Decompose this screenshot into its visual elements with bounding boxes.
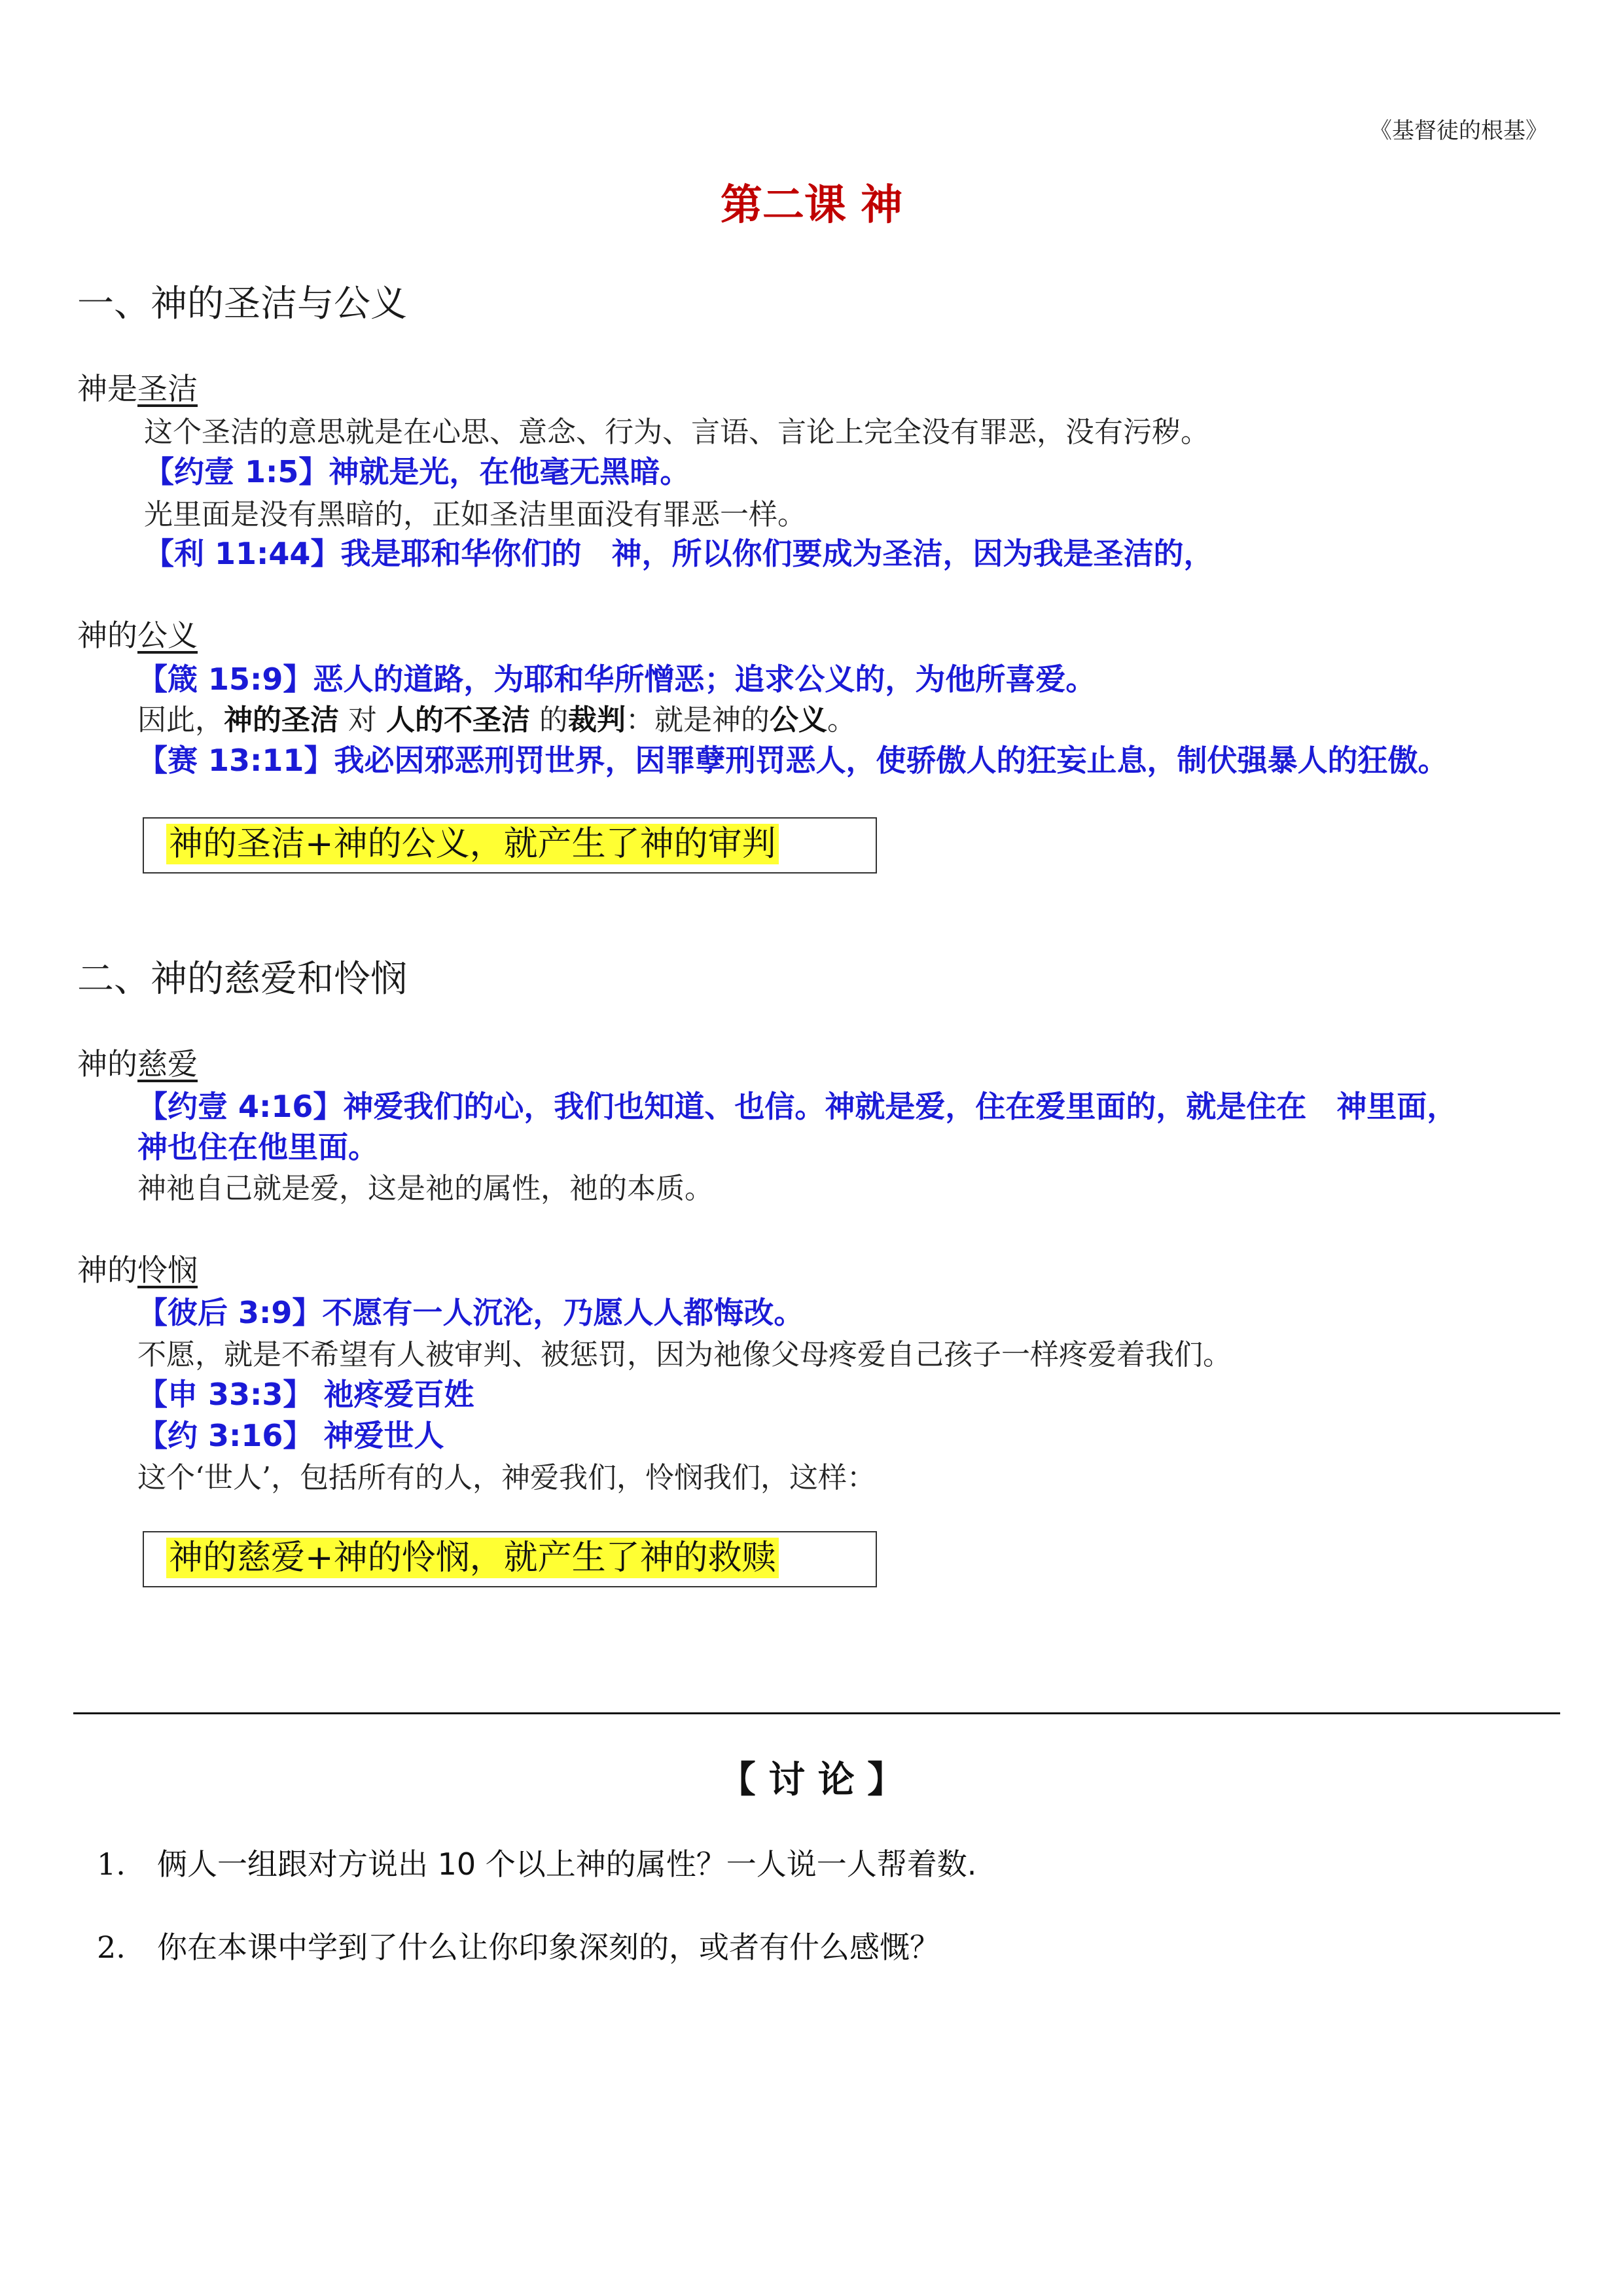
verse-john-3-16: 【约 3:16】 神爱世人 bbox=[137, 1418, 444, 1453]
subheading-justice bbox=[77, 612, 198, 655]
discussion-item-number: 1. bbox=[97, 1846, 126, 1882]
subheading-prefix: 神是 bbox=[77, 371, 137, 406]
text-segment-bold: 神的圣洁 bbox=[224, 703, 339, 737]
subheading-love bbox=[77, 1040, 198, 1084]
verse-1john-4-16-line1: 【约壹 4:16】神爱我们的心，我们也知道、也信。神就是爱，住在爱里面的，就是住在 神里面， bbox=[137, 1089, 1457, 1124]
discussion-item bbox=[97, 1924, 940, 1967]
text-segment: 对 bbox=[339, 703, 386, 737]
text-segment-bold: 公义 bbox=[769, 703, 827, 737]
text-segment: 的 bbox=[529, 703, 568, 737]
section-heading-holiness-justice: 一、神的圣洁与公义 bbox=[77, 283, 407, 325]
summary-text: 神的圣洁+神的公义，就产生了神的审判 bbox=[166, 824, 779, 864]
discussion-item-number: 2. bbox=[97, 1930, 126, 1965]
text-segment: 。 bbox=[827, 703, 856, 737]
discussion-item-text: 俩人一组跟对方说出 10 个以上神的属性？一人说一人帮着数. bbox=[157, 1846, 977, 1882]
world-explanation: 这个‘世人’，包括所有的人，神爱我们，怜悯我们，这样： bbox=[137, 1461, 876, 1494]
summary-text: 神的慈爱+神的怜悯，就产生了神的救赎 bbox=[166, 1538, 779, 1578]
subheading-term: 慈爱 bbox=[137, 1046, 198, 1082]
subheading-term: 圣洁 bbox=[137, 371, 198, 406]
verse-lev-11-44: 【利 11:44】我是耶和华你们的 神，所以你们要成为圣洁，因为我是圣洁的， bbox=[144, 536, 1214, 571]
subheading-prefix: 神的 bbox=[77, 1252, 137, 1288]
divider-line bbox=[73, 1712, 1560, 1714]
subheading-term: 怜悯 bbox=[137, 1252, 198, 1288]
holy-description: 这个圣洁的意思就是在心思、意念、行为、言语、言论上完全没有罪恶，没有污秽。 bbox=[144, 415, 1209, 449]
verse-1john-4-16-line2: 神也住在他里面。 bbox=[137, 1129, 378, 1165]
section-heading-love-mercy: 二、神的慈爱和怜悯 bbox=[77, 958, 407, 1000]
mercy-explanation: 不愿，就是不希望有人被审判、被惩罚，因为祂像父母疼爱自己孩子一样疼爱着我们。 bbox=[137, 1338, 1232, 1371]
subheading-prefix: 神的 bbox=[77, 618, 137, 653]
verse-prov-15-9: 【箴 15:9】恶人的道路，为耶和华所憎恶；追求公义的，为他所喜爱。 bbox=[137, 662, 1096, 697]
text-segment: ：就是神的 bbox=[625, 703, 770, 737]
book-title: 《基督徒的根基》 bbox=[1370, 118, 1548, 144]
discussion-item bbox=[97, 1841, 976, 1884]
lesson-title: 第二课 神 bbox=[720, 181, 903, 230]
text-segment-bold: 人的不圣洁 bbox=[385, 703, 530, 737]
verse-isa-13-11: 【赛 13:11】我必因邪恶刑罚世界，因罪孽刑罚恶人，使骄傲人的狂妄止息，制伏强暴人的狂傲。 bbox=[137, 743, 1448, 778]
holy-explanation: 光里面是没有黑暗的，正如圣洁里面没有罪恶一样。 bbox=[144, 498, 806, 531]
summary-box-redemption bbox=[143, 1531, 877, 1587]
verse-deut-33-3: 【申 33:3】 祂疼爱百姓 bbox=[137, 1377, 474, 1412]
verse-2pet-3-9: 【彼后 3:9】不愿有一人沉沦，乃愿人人都悔改。 bbox=[137, 1295, 804, 1330]
discussion-item-text: 你在本课中学到了什么让你印象深刻的，或者有什么感慨？ bbox=[157, 1930, 940, 1965]
subheading-prefix: 神的 bbox=[77, 1046, 137, 1082]
love-explanation: 神祂自己就是爱，这是祂的属性，祂的本质。 bbox=[137, 1172, 713, 1205]
justice-explanation bbox=[137, 696, 856, 738]
text-segment: 因此， bbox=[137, 703, 224, 737]
subheading-term: 公义 bbox=[137, 618, 198, 653]
subheading-mercy bbox=[77, 1246, 198, 1290]
discussion-title: 【 讨 论 】 bbox=[719, 1759, 904, 1801]
subheading-holy bbox=[77, 365, 198, 408]
summary-box-judgment bbox=[143, 817, 877, 874]
verse-1john-1-5: 【约壹 1:5】神就是光，在他毫无黑暗。 bbox=[144, 454, 690, 489]
text-segment-bold: 裁判 bbox=[567, 703, 626, 737]
